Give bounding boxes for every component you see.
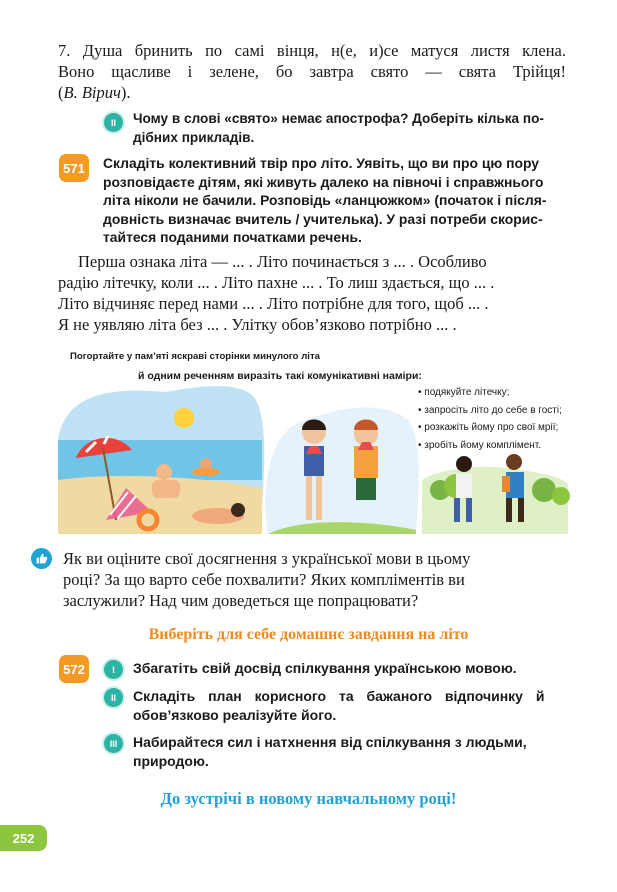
exercise-572-item-1: Збагатіть свій досвід спілкування українською мовою. [133,660,517,676]
intents-list: • подякуйте літечку; • запросіть літо до себе в гості; • розкажіть йому про свої мрії; • зробіть йому комплімент. [418,387,562,451]
farewell-text: До зустрічі в новому навчальному році! [160,789,457,808]
roman-badge-i: I [104,660,123,679]
page-number: 252 [12,830,35,846]
sentence-starters: Перша ознака літа — ... . Літо починається з ... . Особливо радію літечку, коли ... . Літо пахне ... . То лиш здається, що ... . Літо відчиняє перед нами ... . Літо потрібне для того, щоб ... . Я не уявляю літа без ... . Улітку обов’язково потрібно ... . [58,252,495,334]
summer-illustration [56,380,570,540]
exercise-571-text: Складіть колективний твір про літо. Уявіть, що ви про цю пору розповідаєте дітям, які живуть далеко на півночі і справжнього літа ніколи не бачили. Розповідь «ланцюжком» (початок і після- довність визначає вчитель / учителька). У разі потреби скорис- тайтеся поданими початками речень. [103,155,547,245]
homework-title: Виберіть для себе домашнє завдання на літо [148,626,469,643]
roman-badge-iii: III [104,734,123,753]
roman-badge-ii: II [104,113,123,132]
task-ii-text: Чому в слові «свято» немає апострофа? Доберіть кілька по- дібних прикладів. [133,111,544,145]
reflection-text: Як ви оціните свої досягнення з української мови в цьому році? За що варто себе похвалити? Яких компліментів ви заслужили? Над чим доведеться ще попрацювати? [63,549,471,610]
exercise-572-item-2: Складіть план корисного та бажаного відпочинку й обов’язково реалізуйте його. [133,688,545,723]
roman-badge-ii-572: II [104,688,123,707]
poem-line-3: (В. Вірич). [58,83,131,102]
exercise-572-item-3: Набирайтеся сил і натхнення від спілкування з людьми, природою. [133,734,527,769]
poem-line-1: 7. Душа бринить по самі вінця, н(е, и)се матуся листя клена. [58,41,566,60]
page-number-tab [0,825,47,851]
illustration-caption-1: Погортайте у пам’яті яскраві сторінки минулого літа [70,351,320,362]
exercise-number-572: 572 [59,655,89,683]
poem-line-2: Воно щасливе і зелене, бо завтра свято — свята Трійця! [58,62,566,81]
poem-block [58,40,566,103]
poem-author: В. Вірич [63,83,121,102]
exercise-number-571: 571 [59,154,89,182]
illustration-caption-2: й одним реченням виразіть такі комунікативні наміри: [138,370,422,382]
thumbs-up-icon [31,548,52,569]
